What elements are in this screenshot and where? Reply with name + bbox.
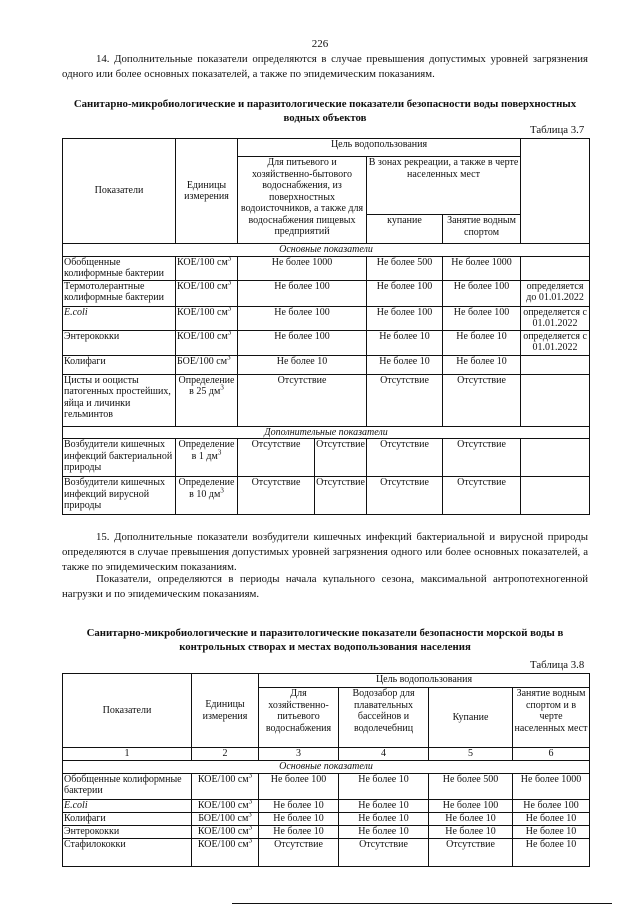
table-3-8-label: Таблица 3.8 bbox=[530, 659, 585, 671]
table-row: Энтерококки КОЕ/100 $см^3$ Не более 10 Не более 10 Не более 10 Не более 10 bbox=[63, 825, 590, 838]
t2-header-indicators: Показатели bbox=[63, 674, 192, 748]
table-3-7-label: Таблица 3.7 bbox=[530, 124, 585, 136]
page-bottom-rule bbox=[232, 903, 612, 904]
header-drinking: Для питьевого и хозяйственно-бытового водоснабжения, из поверхностных водоисточников, а также для водоснабжения пищевых предприятий bbox=[238, 157, 367, 244]
t2-header-sport: Занятие водным спортом и в черте населенных мест bbox=[513, 688, 590, 748]
table-row: Стафилококки КОЕ/100 $см^3$ Отсутствие Отсутствие Отсутствие Не более 10 bbox=[63, 838, 590, 866]
header-sport: Занятие водным спортом bbox=[443, 215, 521, 244]
table-3-8 bbox=[62, 673, 590, 867]
table-3-7-title: Санитарно-микробиологические и паразитологические показатели безопасности воды поверхностных водных объектов bbox=[73, 98, 577, 124]
table-row: Обобщенные колиформные бактерии КОЕ/100 $см^3$ Не более 1000 Не более 500 Не более 1000 bbox=[63, 256, 590, 280]
table-row: Колифаги БОЕ/100 $см^3$ Не более 10 Не более 10 Не более 10 bbox=[63, 355, 590, 374]
header-note bbox=[521, 139, 590, 244]
table-row: Возбудители кишечных инфекций бактериальной природы Определение в 1 $дм^3$ Отсутствие Отсутствие Отсутствие Отсутствие bbox=[63, 439, 590, 477]
t2-section-main: Основные показатели bbox=[63, 761, 590, 774]
table-row: E.coli КОЕ/100 $см^3$ Не более 100 Не более 100 Не более 100 определяется с 01.01.2022 bbox=[63, 306, 590, 330]
table-row: Энтерококки КОЕ/100 $см^3$ Не более 100 Не более 10 Не более 10 определяется с 01.01.2022 bbox=[63, 330, 590, 355]
table-row: Обобщенные колиформные бактерии КОЕ/100 $см^3$ Не более 100 Не более 10 Не более 500 Не более 1000 bbox=[63, 773, 590, 799]
table-3-8-title: Санитарно-микробиологические и паразитологические показатели безопасности морской воды в контрольных створах и местах водопользования населения bbox=[86, 627, 564, 653]
header-recreation: В зонах рекреации, а также в черте населенных мест bbox=[367, 157, 521, 215]
table-row: Термотолерантные колиформные бактерии КОЕ/100 $см^3$ Не более 100 Не более 100 Не более 100 определяется до 01.01.2022 bbox=[63, 280, 590, 306]
section-extra: Дополнительные показатели bbox=[63, 426, 590, 439]
header-purpose: Цель водопользования bbox=[238, 139, 521, 157]
table-row: Возбудители кишечных инфекций вирусной природы Определение в 10 $дм^3$ Отсутствие Отсутствие Отсутствие Отсутствие bbox=[63, 477, 590, 515]
t2-header-household: Для хозяйственно-питьевого водоснабжения bbox=[259, 688, 339, 748]
table-row: E.coli КОЕ/100 $см^3$ Не более 10 Не более 10 Не более 100 Не более 100 bbox=[63, 799, 590, 812]
header-bathing: купание bbox=[367, 215, 443, 244]
page-number: 226 bbox=[311, 38, 329, 50]
paragraph-15: 15. Дополнительные показатели возбудители кишечных инфекций бактериальной и вирусной природы определяются в случае превышения допустимых уровней загрязнения одного или более основных показателей, а также по эпидемическим показаниям. bbox=[62, 531, 588, 573]
paragraph-15-cont: Показатели, определяются в периоды начала купального сезона, максимальной антропотехногенной нагрузки и по эпидемическим показаниям. bbox=[62, 573, 588, 600]
t2-header-purpose: Цель водопользования bbox=[259, 674, 590, 688]
paragraph-14: 14. Дополнительные показатели определяются в случае превышения допустимых уровней загрязнения одного или более основных показателей, а также по эпидемическим показаниям. bbox=[62, 53, 588, 80]
column-numbers: 1 2 3 4 5 6 bbox=[63, 748, 590, 761]
table-row: Цисты и ооцисты патогенных простейших, яйца и личинки гельминтов Определение в 25 $дм^3$ Отсутствие Отсутствие Отсутствие bbox=[63, 374, 590, 426]
t2-header-bathing: Купание bbox=[429, 688, 513, 748]
header-units: Единицы измерения bbox=[176, 139, 238, 244]
section-main: Основные показатели bbox=[63, 244, 590, 257]
table-row: Колифаги БОЕ/100 $см^3$ Не более 10 Не более 10 Не более 10 Не более 10 bbox=[63, 812, 590, 825]
header-indicators: Показатели bbox=[63, 139, 176, 244]
t2-header-pools: Водозабор для плавательных бассейнов и водолечебниц bbox=[339, 688, 429, 748]
t2-header-units: Единицы измерения bbox=[192, 674, 259, 748]
table-3-7 bbox=[62, 138, 590, 515]
